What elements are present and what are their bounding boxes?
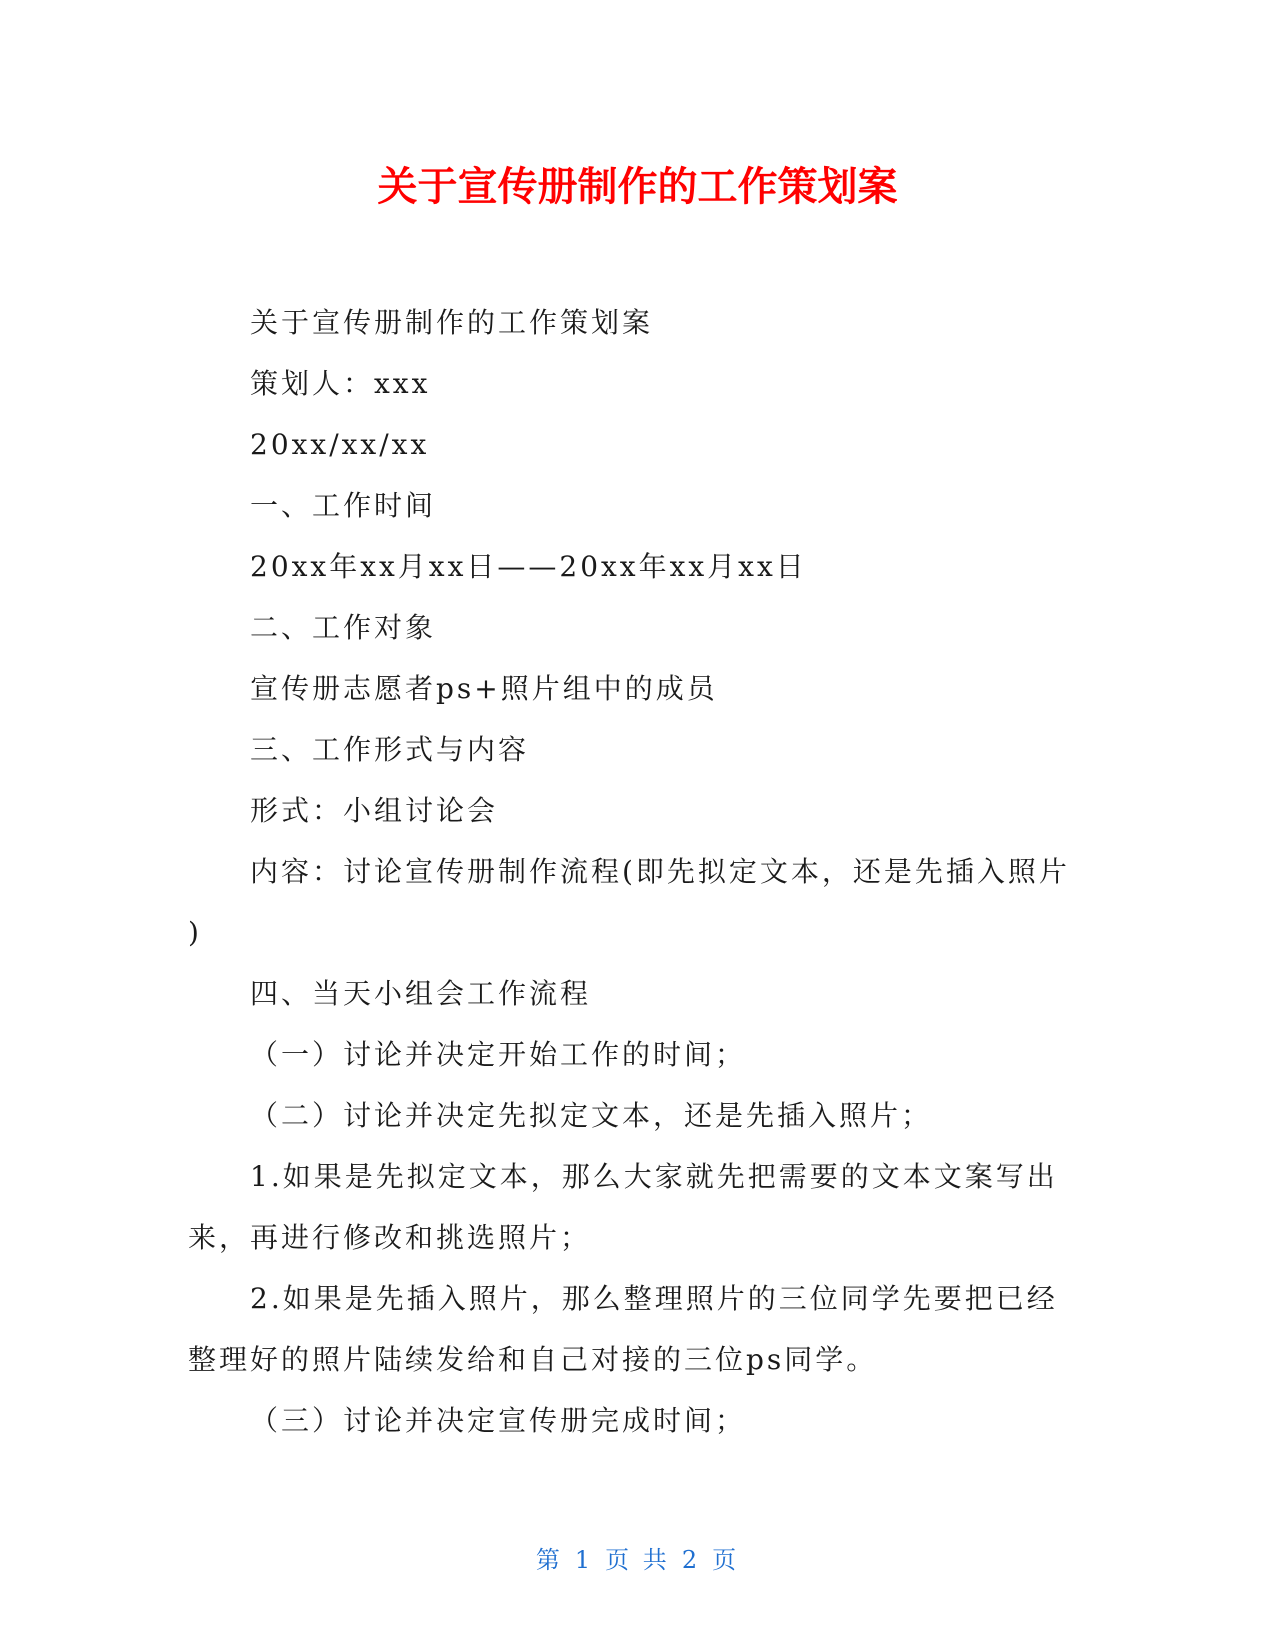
body-line: （三）讨论并决定宣传册完成时间； bbox=[250, 1404, 747, 1437]
footer-prefix: 第 bbox=[535, 1546, 563, 1574]
body-line: 关于宣传册制作的工作策划案 bbox=[250, 306, 654, 339]
body-line: 形式：小组讨论会 bbox=[250, 794, 499, 827]
body-line-continuation: ) bbox=[188, 916, 202, 949]
body-line: 策划人：xxx bbox=[250, 367, 431, 400]
section-heading: 一、工作时间 bbox=[250, 489, 437, 522]
total-pages-number: 2 bbox=[681, 1546, 701, 1574]
body-line: （一）讨论并决定开始工作的时间； bbox=[250, 1038, 747, 1071]
footer-suffix: 页 bbox=[712, 1546, 740, 1574]
body-line: 20xx年xx月xx日——20xx年xx月xx日 bbox=[250, 550, 807, 583]
page-footer bbox=[0, 1540, 1275, 1575]
current-page-number: 1 bbox=[574, 1546, 594, 1574]
body-line-continuation: 来，再进行修改和挑选照片； bbox=[188, 1221, 592, 1254]
body-line: 1.如果是先拟定文本，那么大家就先把需要的文本文案写出 bbox=[250, 1160, 1058, 1193]
section-heading: 二、工作对象 bbox=[250, 611, 437, 644]
section-heading: 三、工作形式与内容 bbox=[250, 733, 530, 766]
section-heading: 四、当天小组会工作流程 bbox=[250, 977, 592, 1010]
body-line: 宣传册志愿者ps+照片组中的成员 bbox=[250, 672, 718, 705]
body-line: （二）讨论并决定先拟定文本，还是先插入照片； bbox=[250, 1099, 933, 1132]
footer-middle: 页 共 bbox=[605, 1546, 670, 1574]
body-line: 2.如果是先插入照片，那么整理照片的三位同学先要把已经 bbox=[250, 1282, 1058, 1315]
body-line: 内容：讨论宣传册制作流程(即先拟定文本，还是先插入照片 bbox=[250, 855, 1070, 888]
body-line: 20xx/xx/xx bbox=[250, 428, 430, 461]
body-line-continuation: 整理好的照片陆续发给和自己对接的三位ps同学。 bbox=[188, 1343, 878, 1376]
document-title: 关于宣传册制作的工作策划案 bbox=[377, 164, 898, 210]
document-body bbox=[188, 292, 1088, 1451]
